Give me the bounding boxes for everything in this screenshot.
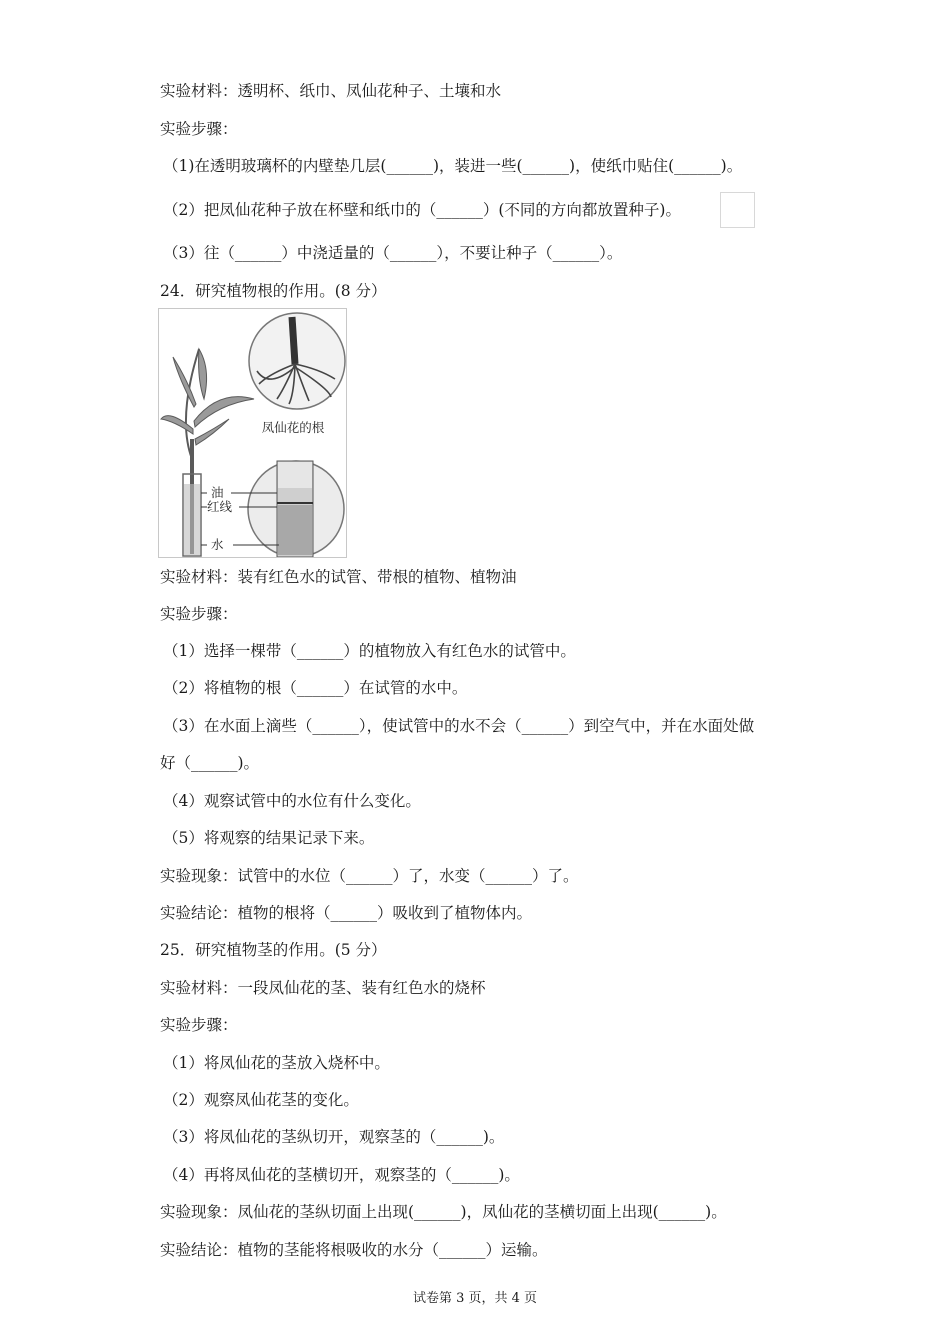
q23-steps-label: 实验步骤： xyxy=(160,120,238,138)
q24-step2: （2）将植物的根（______）在试管的水中。 xyxy=(163,679,468,697)
q23-step3: （3）往（______）中浇适量的（______），不要让种子（______）。 xyxy=(163,244,623,262)
label-redline: 红线 xyxy=(207,499,233,514)
page-footer: 试卷第 3 页，共 4 页 xyxy=(412,1291,538,1306)
label-oil: 油 xyxy=(211,485,224,500)
q24-conclusion: 实验结论：植物的根将（______）吸收到了植物体内。 xyxy=(160,904,533,922)
label-water: 水 xyxy=(211,537,224,552)
q24-step4: （4）观察试管中的水位有什么变化。 xyxy=(163,792,421,810)
q24-materials: 实验材料：装有红色水的试管、带根的植物、植物油 xyxy=(160,568,517,586)
q23-step2: （2）把凤仙花种子放在杯壁和纸巾的（______）(不同的方向都放置种子)。 xyxy=(163,201,681,219)
q24-steps-label: 实验步骤： xyxy=(160,605,238,623)
plant-root-illustration xyxy=(159,309,346,557)
q24-step5: （5）将观察的结果记录下来。 xyxy=(163,829,375,847)
q25-steps-label: 实验步骤： xyxy=(160,1016,238,1034)
q24-step1: （1）选择一棵带（______）的植物放入有红色水的试管中。 xyxy=(163,642,576,660)
answer-box xyxy=(720,192,755,228)
q23-materials: 实验材料：透明杯、纸巾、凤仙花种子、土壤和水 xyxy=(160,82,502,100)
q24-title: 24．研究植物根的作用。(8 分） xyxy=(160,282,387,300)
q25-conclusion: 实验结论：植物的茎能将根吸收的水分（______）运输。 xyxy=(160,1241,548,1259)
q25-step3: （3）将凤仙花的茎纵切开，观察茎的（______)。 xyxy=(163,1128,505,1146)
q24-step3a: （3）在水面上滴些（______），使试管中的水不会（______）到空气中，并在水面处做 xyxy=(163,717,755,735)
q25-materials: 实验材料：一段凤仙花的茎、装有红色水的烧杯 xyxy=(160,979,486,997)
root-experiment-figure xyxy=(158,308,347,558)
q25-step2: （2）观察凤仙花茎的变化。 xyxy=(163,1091,359,1109)
q24-step3b: 好（______)。 xyxy=(160,754,260,772)
q25-title: 25．研究植物茎的作用。(5 分） xyxy=(160,941,387,959)
q25-step4: （4）再将凤仙花的茎横切开，观察茎的（______)。 xyxy=(163,1166,520,1184)
figure-caption: 凤仙花的根 xyxy=(261,420,325,435)
q24-phenomenon: 实验现象：试管中的水位（______）了，水变（______）了。 xyxy=(160,867,579,885)
q23-step1: （1)在透明玻璃杯的内壁垫几层(______)，装进一些(______)，使纸巾贴住(______)。 xyxy=(163,157,743,175)
q25-phenomenon: 实验现象：凤仙花的茎纵切面上出现(______)，凤仙花的茎横切面上出现(______)。 xyxy=(160,1203,727,1221)
q25-step1: （1）将凤仙花的茎放入烧杯中。 xyxy=(163,1054,390,1072)
